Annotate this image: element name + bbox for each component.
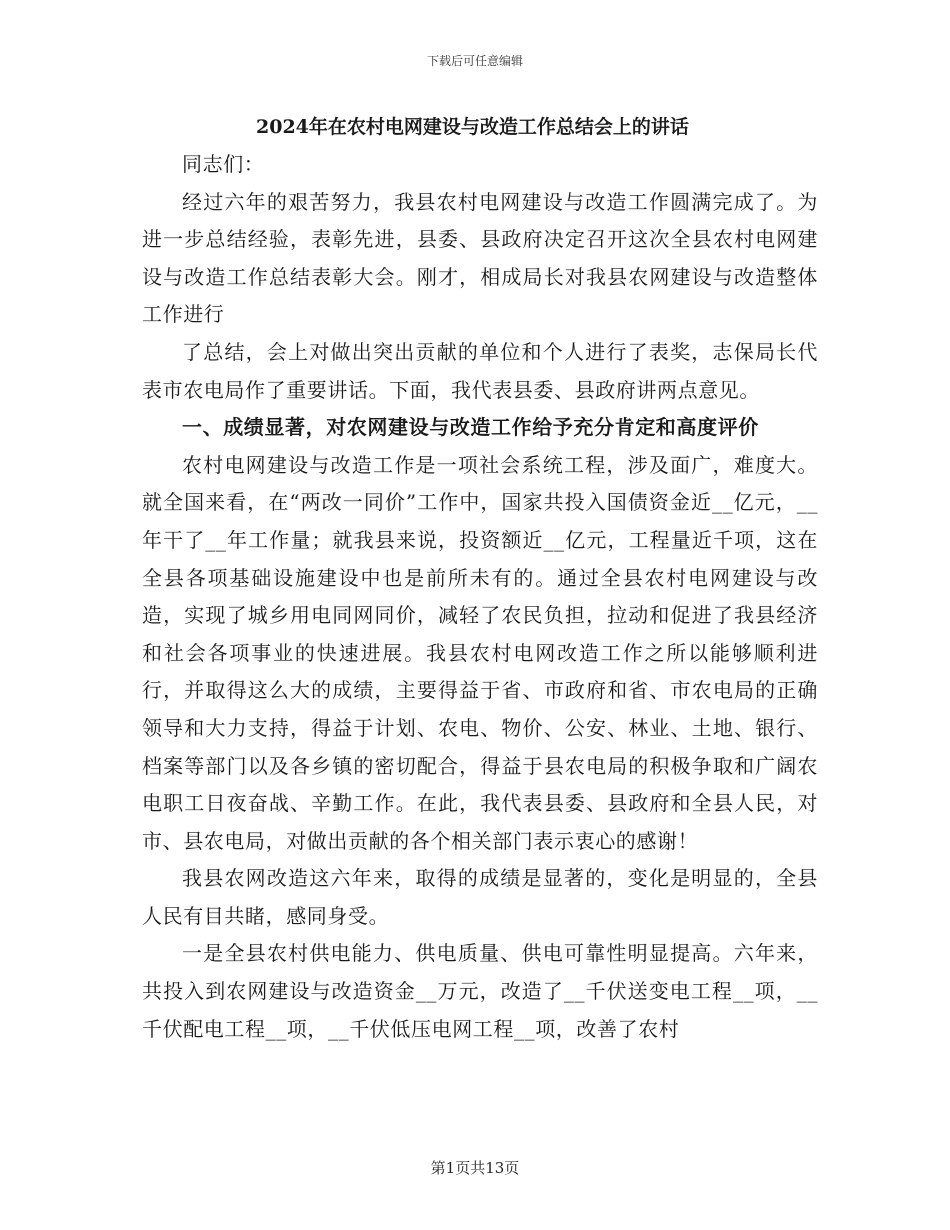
paragraph-intro: 经过六年的艰苦努力，我县农村电网建设与改造工作圆满完成了。为进一步总结经验，表彰先进，县委、县政府决定召开这次全县农村电网建设与改造工作总结表彰大会。刚才，相成局长对我县农网建设与改造整体工作进行 xyxy=(142,189,818,327)
paragraph-achievements: 我县农网改造这六年来，取得的成绩是显著的，变化是明显的，全县人民有目共睹，感同身受。 xyxy=(142,866,818,928)
paragraph-project: 农村电网建设与改造工作是一项社会系统工程，涉及面广，难度大。就全国来看，在“两改一同价”工作中，国家共投入国债资金近__亿元，__年干了__年工作量；就我县来说，投资额近__亿元，工程量近千项，这在全县各项基础设施建设中也是前所未有的。通过全县农村电网建设与改造，实现了城乡用电同网同价，减轻了农民负担，拉动和促进了我县经济和社会各项事业的快速进展。我县农村电网改造工作之所以能够顺利进行，并取得这么大的成绩，主要得益于省、市政府和省、市农电局的正确领导和大力支持，得益于计划、农电、物价、公安、林业、土地、银行、档案等部门以及各乡镇的密切配合，得益于县农电局的积极争取和广阔农电职工日夜奋战、辛勤工作。在此，我代表县委、县政府和全县人民，对市、县农电局，对做出贡献的各个相关部门表示衷心的感谢！ xyxy=(142,452,818,853)
paragraph-summary: 了总结，会上对做出突出贡献的单位和个人进行了表奖，志保局长代表市农电局作了重要讲话。下面，我代表县委、县政府讲两点意见。 xyxy=(142,339,818,402)
paragraph-point-one: 一是全县农村供电能力、供电质量、供电可靠性明显提高。六年来，共投入到农网建设与改造资金__万元，改造了__千伏送变电工程__项，__千伏配电工程__项，__千伏低压电网工程__项，改善了农村 xyxy=(142,941,818,1041)
greeting: 同志们： xyxy=(182,152,265,176)
section-heading-1: 一、成绩显著，对农网建设与改造工作给予充分肯定和高度评价 xyxy=(182,415,759,440)
header-note: 下载后可任意编辑 xyxy=(426,54,523,68)
document-body xyxy=(142,108,818,1048)
page-footer: 第1页共13页 xyxy=(430,1159,520,1177)
document-title: 2024年在农村电网建设与改造工作总结会上的讲话 xyxy=(256,116,689,138)
